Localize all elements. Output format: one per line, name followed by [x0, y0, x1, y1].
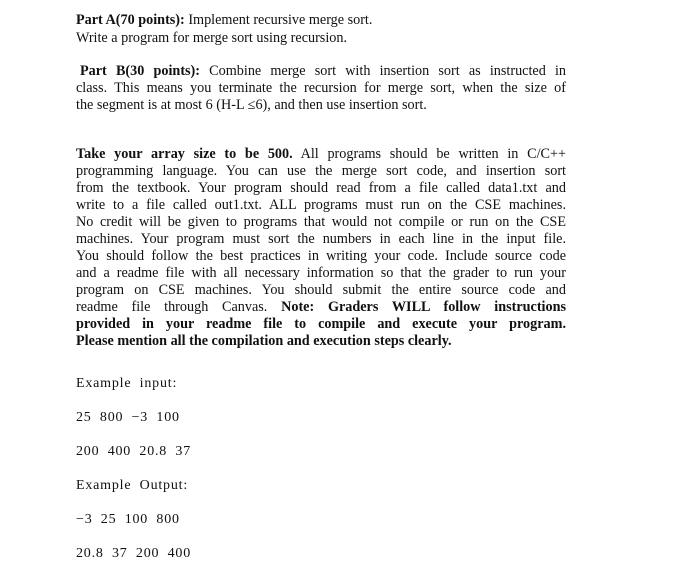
part-a-line-2: Write a program for merge sort using recursion.: [76, 30, 348, 46]
instructions-line-4: write to a file called out1.txt. ALL programs must run on the CSE machines.: [76, 197, 566, 213]
part-b-line-1: [80, 63, 566, 80]
instructions-line-1: [76, 146, 566, 163]
instructions-line-9: program on CSE machines. You should submit the entire source code and: [76, 282, 566, 298]
example-output-line-1: −3 25 100 800: [76, 512, 180, 527]
part-b-line-2: class. This means you terminate the recursion for merge sort, when the size of: [76, 80, 566, 96]
instructions-line-5: No credit will be given to programs that would not compile or run on the CSE: [76, 214, 566, 230]
example-input-line-1: 25 800 −3 100: [76, 410, 180, 425]
example-output-label: Example Output:: [76, 478, 189, 493]
part-b-line-3: the segment is at most 6 (H-L ≤6), and then use insertion sort.: [76, 97, 427, 113]
example-input-line-2: 200 400 20.8 37: [76, 444, 191, 459]
part-b-label: Part B(30 points):: [80, 63, 201, 79]
instructions-line-7: You should follow the best practices in writing your code. Include source code: [76, 248, 566, 264]
part-a-line-1: [76, 12, 372, 29]
instructions-line-11: provided in your readme file to compile and execute your program.: [76, 316, 566, 332]
language-note: All programs should be written in C/C++: [292, 146, 566, 162]
array-size-note: Take your array size to be 500.: [76, 146, 293, 162]
part-b-text: Combine merge sort with insertion sort as instructed in: [200, 63, 566, 79]
instructions-line-8: and a readme file with all necessary information so that the grader to run your: [76, 265, 566, 281]
instructions-line-6: machines. Your program must sort the numbers in each line in the input file.: [76, 231, 566, 247]
instructions-line-12: Please mention all the compilation and execution steps clearly.: [76, 333, 452, 349]
part-a-label: Part A(70 points):: [76, 12, 185, 28]
example-input-label: Example input:: [76, 376, 178, 391]
instructions-line-3: from the textbook. Your program should read from a file called data1.txt and: [76, 180, 566, 196]
instructions-line-10: [76, 299, 566, 316]
instructions-line-2: programming language. You can use the merge sort code, and insertion sort: [76, 163, 566, 179]
example-output-line-2: 20.8 37 200 400: [76, 546, 191, 561]
canvas-note: readme file through Canvas.: [76, 299, 282, 315]
part-a-text: Implement recursive merge sort.: [184, 12, 373, 28]
graders-note: Note: Graders WILL follow instructions: [281, 299, 566, 315]
